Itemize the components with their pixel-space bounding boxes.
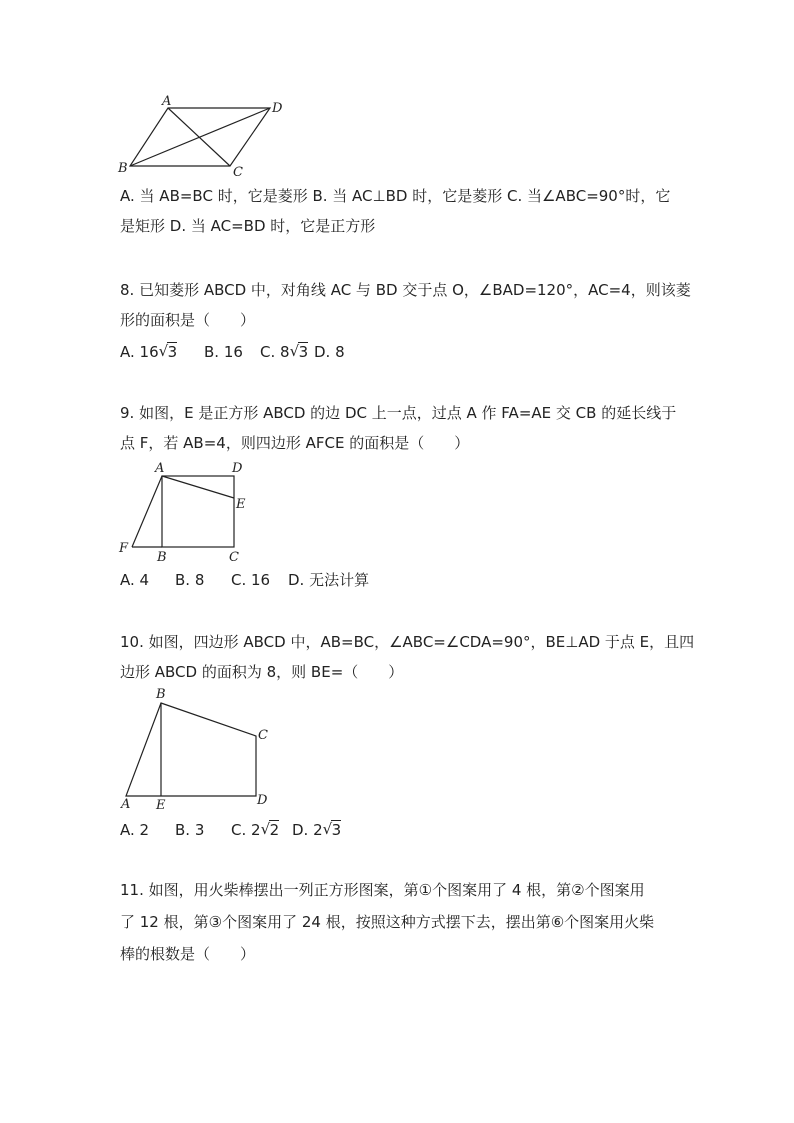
q9-options — [120, 570, 680, 590]
q10-stem-line1: 10. 如图，四边形 ABCD 中，AB=BC，∠ABC=∠CDA=90°，BE⊥AD 于点 E，且四 — [120, 633, 695, 651]
q7-label-d: D — [272, 101, 283, 116]
q10-label-c: C — [258, 728, 268, 743]
q8-option-c: C. 8 √ 3 — [260, 342, 309, 361]
q10-label-b: B — [156, 687, 166, 702]
q9-label-b: B — [157, 550, 167, 565]
q9-stem-line2: 点 F，若 AB=4，则四边形 AFCE 的面积是（ ） — [120, 434, 470, 452]
q9-label-c: C — [229, 550, 239, 565]
q10-label-a: A — [121, 797, 131, 812]
q7-options-line2: 是矩形 D. 当 AC=BD 时，它是正方形 — [120, 217, 376, 235]
q9-label-d: D — [232, 461, 243, 476]
q7-label-a: A — [162, 94, 172, 109]
q8-stem-line2: 形的面积是（ ） — [120, 311, 256, 329]
q9-option-b: B. 8 — [175, 571, 205, 589]
sqrt-icon: √ 2 — [260, 820, 280, 839]
q10-options — [120, 820, 680, 840]
q9-option-a: A. 4 — [120, 571, 150, 589]
q8-option-a: A. 16 √ 3 — [120, 342, 178, 361]
q11-stem-line2: 了 12 根，第③个图案用了 24 根，按照这种方式摆下去，摆出第⑥个图案用火柴 — [120, 913, 655, 931]
q8-stem-line1: 8. 已知菱形 ABCD 中，对角线 AC 与 BD 交于点 O，∠BAD=120°，AC=4，则该菱 — [120, 281, 691, 299]
q10-option-b: B. 3 — [175, 821, 205, 839]
sqrt-icon: √ 3 — [158, 342, 178, 361]
q7-parallelogram-figure — [110, 94, 290, 180]
q8-option-d: D. 8 — [314, 343, 345, 361]
q10-stem-line2: 边形 ABCD 的面积为 8，则 BE=（ ） — [120, 663, 404, 681]
sqrt-icon: √ 3 — [322, 820, 342, 839]
q9-option-c: C. 16 — [231, 571, 271, 589]
q8-options — [120, 342, 680, 362]
q9-label-f: F — [119, 541, 129, 556]
q7-options-line1: A. 当 AB=BC 时，它是菱形 B. 当 AC⊥BD 时，它是菱形 C. 当∠ABC=90°时，它 — [120, 187, 671, 205]
q10-option-c: C. 2 √ 2 — [231, 820, 280, 839]
q10-quadrilateral-figure — [112, 684, 282, 814]
q9-label-a: A — [155, 461, 165, 476]
q9-square-figure — [112, 458, 252, 566]
q10-option-d: D. 2 √ 3 — [292, 820, 342, 839]
q10-label-d: D — [257, 793, 268, 808]
q9-label-e: E — [236, 497, 246, 512]
q7-label-c: C — [233, 165, 243, 180]
q7-label-b: B — [118, 161, 128, 176]
q9-stem-line1: 9. 如图，E 是正方形 ABCD 的边 DC 上一点，过点 A 作 FA=AE 交 CB 的延长线于 — [120, 404, 677, 422]
sqrt-icon: √ 3 — [289, 342, 309, 361]
q8-option-b: B. 16 — [204, 343, 243, 361]
q11-stem-line3: 棒的根数是（ ） — [120, 945, 256, 963]
q9-option-d: D. 无法计算 — [288, 571, 370, 589]
q11-stem-line1: 11. 如图，用火柴棒摆出一列正方形图案，第①个图案用了 4 根，第②个图案用 — [120, 881, 645, 899]
q10-label-e: E — [156, 798, 166, 813]
q10-option-a: A. 2 — [120, 821, 150, 839]
